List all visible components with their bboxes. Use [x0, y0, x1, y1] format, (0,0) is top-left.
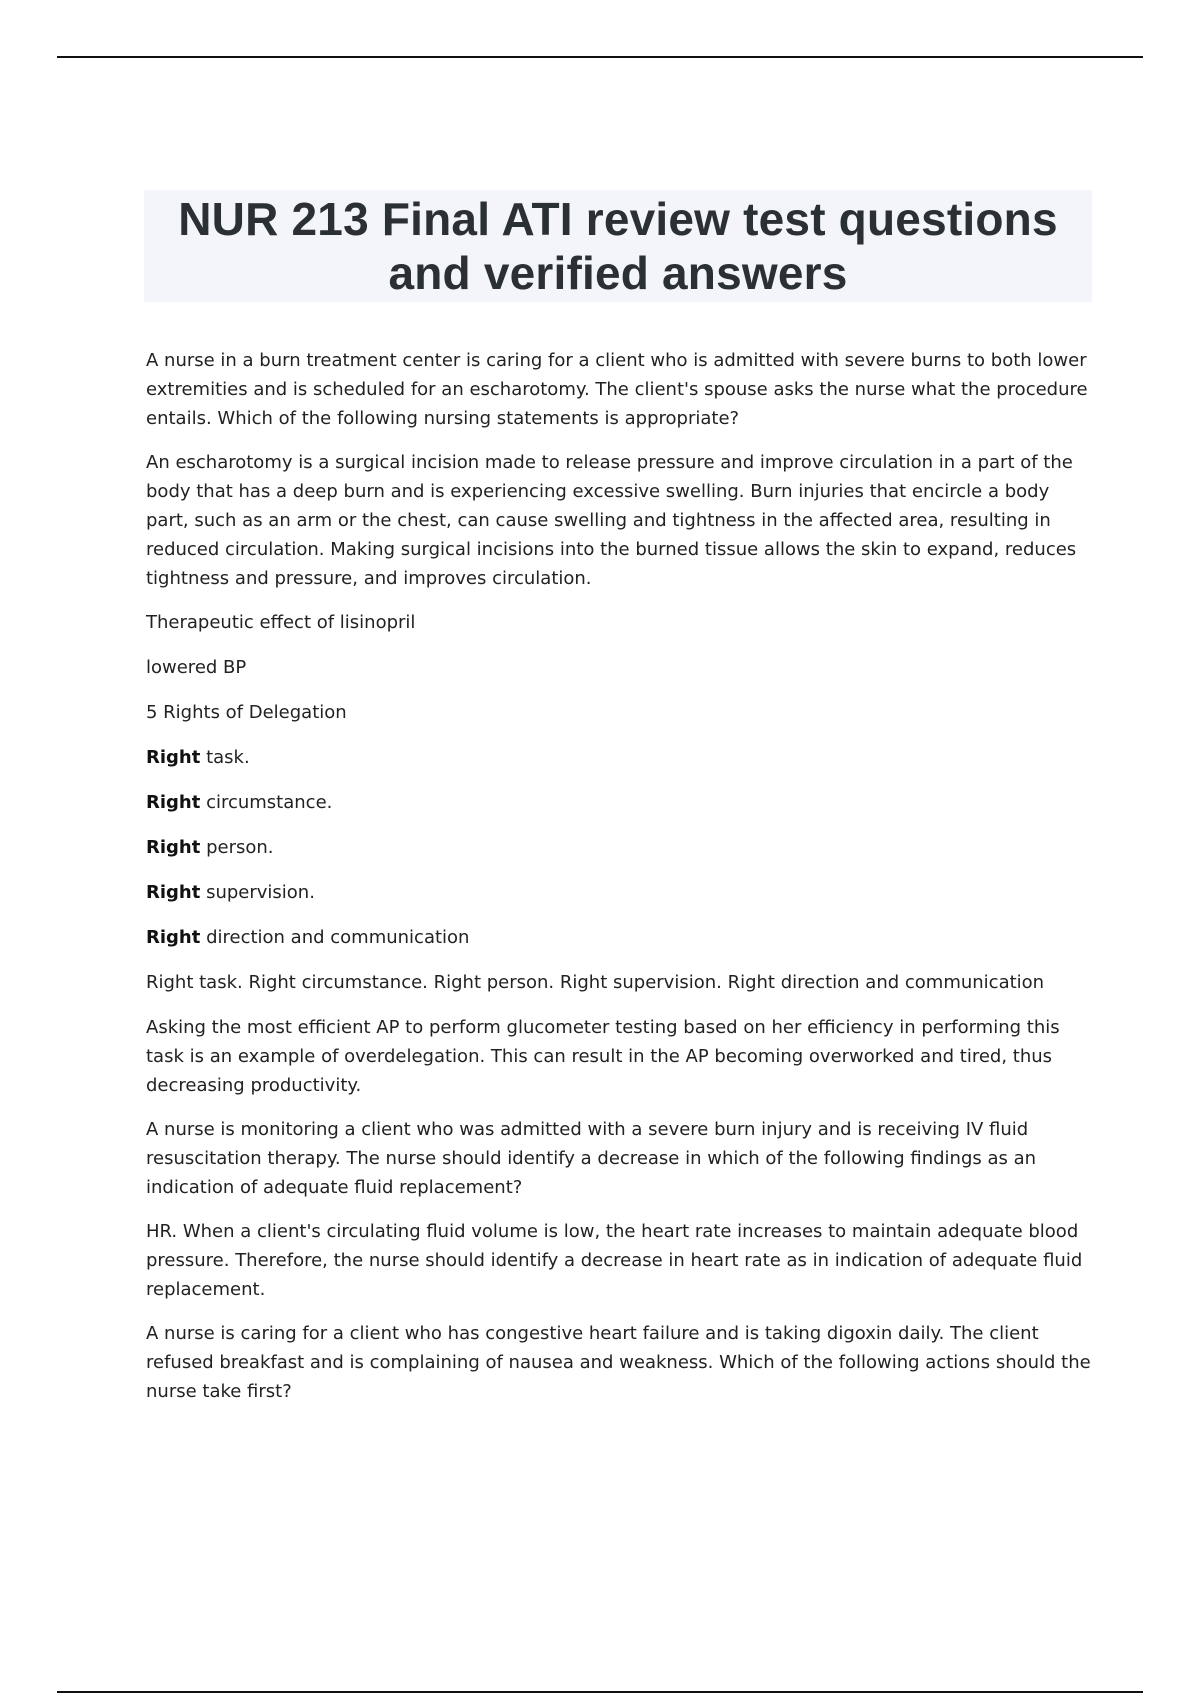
title-banner: [144, 190, 1092, 302]
right-bold: Right: [146, 882, 201, 903]
right-bold: Right: [146, 792, 201, 813]
delegation-right-item: [146, 923, 1096, 952]
delegation-right-item: [146, 878, 1096, 907]
question-digoxin: A nurse is caring for a client who has congestive heart failure and is taking digoxin daily. The client refused breakfast and is complaining of nausea and weakness. Which of the following actions should the nurse take first?: [146, 1323, 1091, 1402]
bottom-rule: [57, 1691, 1143, 1693]
delegation-right-item: [146, 743, 1096, 772]
answer-fluid-resuscitation: HR. When a client's circulating fluid volume is low, the heart rate increases to maintain adequate blood pressure. Therefore, the nurse should identify a decrease in heart rate as in indication of adequate fluid replacement.: [146, 1221, 1083, 1300]
question-burn-escharotomy: A nurse in a burn treatment center is caring for a client who is admitted with severe burns to both lower extremities and is scheduled for an escharotomy. The client's spouse asks the nurse what the procedure entails. Which of the following nursing statements is appropriate?: [146, 350, 1088, 429]
delegation-right-item: [146, 833, 1096, 862]
answer-lisinopril: lowered BP: [146, 657, 247, 678]
right-text: person.: [200, 837, 274, 858]
top-rule: [57, 56, 1143, 58]
right-text: supervision.: [200, 882, 315, 903]
title-line-2: and verified answers: [388, 247, 848, 299]
question-overdelegation: Asking the most efficient AP to perform glucometer testing based on her efficiency in performing this task is an example of overdelegation. This can result in the AP becoming overworked and tired, thus decreasing productivity.: [146, 1017, 1060, 1096]
right-bold: Right: [146, 747, 201, 768]
document-body: [146, 346, 1096, 1421]
answer-delegation: Right task. Right circumstance. Right person. Right supervision. Right direction and communication: [146, 972, 1045, 993]
right-text: direction and communication: [200, 927, 470, 948]
page-title: [144, 192, 1092, 300]
answer-burn-escharotomy: An escharotomy is a surgical incision made to release pressure and improve circulation in a part of the body that has a deep burn and is experiencing excessive swelling. Burn injuries that encircle a body part, such as an arm or the chest, can cause swelling and tightness in the affected area, resulting in reduced circulation. Making surgical incisions into the burned tissue allows the skin to expand, reduces tightness and pressure, and improves circulation.: [146, 452, 1077, 589]
question-delegation: 5 Rights of Delegation: [146, 702, 347, 723]
right-bold: Right: [146, 837, 201, 858]
right-text: circumstance.: [200, 792, 333, 813]
delegation-right-item: [146, 788, 1096, 817]
title-line-1: NUR 213 Final ATI review test questions: [178, 193, 1058, 245]
right-bold: Right: [146, 927, 201, 948]
question-lisinopril: Therapeutic effect of lisinopril: [146, 612, 416, 633]
right-text: task.: [200, 747, 250, 768]
question-fluid-resuscitation: A nurse is monitoring a client who was admitted with a severe burn injury and is receiving IV fluid resuscitation therapy. The nurse should identify a decrease in which of the following findings as an indication of adequate fluid replacement?: [146, 1119, 1037, 1198]
